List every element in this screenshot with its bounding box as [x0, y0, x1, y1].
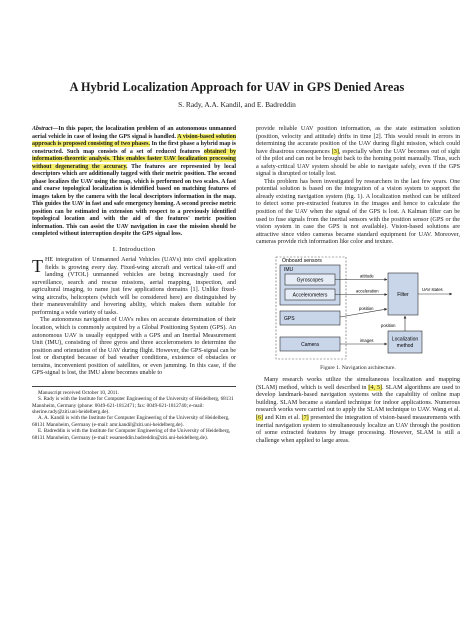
- intro-paragraph-1-text: HE integration of Unmanned Aerial Vehicles (UAVs) into civil application fields is growing every day. Fixed-wing aircraft and vertical take-off and landing (VTOL) unmanned vehicles are being increasingly used for surveillance, search and rescue missions, aerial mapping, inspection, and agricultural imaging, to name just few applications domains [1]. Unlike fixed-wing aircrafts, helicopters (which will be considered here) are distinguished by their maneuverability and hovering ability, which makes them suitable for performing a wide variety of tasks.: [32, 257, 236, 316]
- intro-paragraph-1: [32, 257, 236, 317]
- gps-label: GPS: [284, 315, 295, 322]
- right-paragraph-3: [256, 377, 460, 445]
- position-label-vision: position: [381, 322, 396, 328]
- images-label: images: [360, 337, 374, 343]
- abstract-lead: —In this paper, the localization problem of an autonomous unmanned aerial vehicle in case of losing the GPS signal is handled.: [32, 126, 236, 140]
- right-paragraph-3-text-d: presented the integration of vision-based measurements with inertial navigation system to simultaneously localize an UAV through the position of some extracted features by image processing. However, SLAM is still a challenge when applied to large areas.: [256, 415, 461, 444]
- drop-cap: T: [32, 256, 43, 277]
- right-paragraph-2: This problem has been investigated by researchers in the last few years. One potential solution is based on the integration of a vision system to support the already existing navigation system (fig. 1). A localization method can be utilized to detect some pre-extracted features in the images and hence to calculate the position of the UAV when the signal of the GPS is lost. A Kalman filter can be used to fuse signals from the inertial sensors with the position sensor (GPS or the vision system in case the GPS is not available). Vision-based solutions are attractive since video cameras became standard equipment for UAV. Moreover, cameras provide rich information like color and texture.: [256, 178, 460, 246]
- section-heading-introduction: I. Introduction: [112, 245, 156, 253]
- abstract-rest: The features are represented by local descriptors which are additionally tagged with their metric position. The second phase localizes the UAV using the map, which is performed on two scales. A fast and coarse topological localization is identified based on matching features of images taken by the camera with the local descriptors information in the map. This guides the UAV in fast and safe emergency homing. A second precise metric position can be estimated in extension with respect to a previously identified topological location and with the aid of the features' metric position information. This can assist the UAV navigation in case the mission should be completed without interruption despite the GPS signal loss.: [32, 163, 236, 237]
- footnote-badreddin: E. Badreddin is with the Institute for Computer Engineering of the University of Heidelberg, 68131 Mannheim, Germany (e-mail: essameddin.badreddin@ziti.uni-heidelberg.de).: [32, 428, 231, 441]
- right-paragraph-3-text-a: Many research works utilize the simultaneous localization and mapping (SLAM) method, which is well described in: [256, 377, 460, 391]
- citation-6: [6]: [256, 415, 264, 422]
- right-paragraph-1: [256, 126, 460, 179]
- right-paragraph-3-text-b: . SLAM algorithms are used to develop landmark-based navigation systems with the capability of online map building. SLAM became a standard technique for indoor applications. Numerous research works were carried out to apply the SLAM technique to UAV. Wang et al.: [256, 384, 460, 414]
- citation-3: [3]: [331, 148, 339, 155]
- camera-label: Camera: [301, 341, 319, 348]
- localization-label-line1: Localization: [391, 336, 419, 343]
- filter-label: Filter: [397, 291, 409, 298]
- citation-7: [7]: [301, 415, 309, 422]
- right-paragraph-1-text-b: , especially when the UAV becomes out of sight of the pilot and can not be brought back to the homing point manually. Thus, such a safety-critical UAV system should be able to navigate safely, even if the GPS signal is disrupted or totally lost.: [256, 148, 460, 178]
- navigation-architecture-figure: [256, 251, 460, 363]
- abstract-mid: In the first phase a hybrid map is constructed. Such map consists of a set of reduced features: [32, 141, 236, 155]
- paper-authors: S. Rady, A.A. Kandil, and E. Badreddin: [178, 100, 296, 109]
- footnote-received: Manuscript received October 10, 2011.: [38, 389, 120, 396]
- gyroscopes-label: Gyroscopes: [296, 277, 324, 284]
- right-column: [256, 126, 460, 445]
- intro-paragraph-2: The autonomous navigation of UAVs relies on accurate determination of their location, which is commonly acquired by a Global Positioning System (GPS). An autonomous UAV is usually equipped with a GPS and an Inertial Measurement Unit (IMU), consisting of three gyros and three accelerometers to determine the position and orientation of the UAV during flight. However, the GPS-signal can be lost or disrupted because of bad weather conditions, existence of obstacles or terrains, inconvenient position of satellites, or even jamming. In this case, if the GPS-signal is lost, the IMU alone becomes unable to: [32, 317, 236, 377]
- abstract-highlight-2: obtained by information-theoretic analysis. This enables faster UAV localization processing without degenerating the accuracy.: [32, 148, 236, 170]
- abstract: [32, 126, 236, 239]
- paper-title: A Hybrid Localization Approach for UAV in GPS Denied Areas: [69, 80, 405, 94]
- footnote-kandil: A. A. Kandil is with the Institute for Computer Engineering of the University of Heidelberg, 68131 Mannheim, Germany (e-mail: amr.kandil@ziti.uni-heidelberg.de).: [32, 415, 230, 428]
- imu-label: IMU: [284, 266, 294, 273]
- right-paragraph-1-text-a: provide reliable UAV position information, as the state estimation solution (position, velocity and attitude) drifts in time [2]. This would result in errors in determining the accurate position of the UAV during flight mission, which could have disastrous consequences: [256, 126, 460, 155]
- footnote-rady: S. Rady is with the Institute for Computer Engineering of the University of Heidelberg, 68131 Mannheim, Germany (phone: 0049-621-1812471; fax: 0049-621-1812740; e-mail: sherine.rady@ziti.uni-heidelberg.de).: [32, 396, 234, 416]
- onboard-sensors-label: Onboard sensors: [282, 257, 322, 264]
- acceleration-label: acceleration: [356, 288, 379, 294]
- abstract-highlight-1: A vision-based solution approach is proposed consisting of two phases.: [32, 133, 237, 147]
- figure-diagram: [256, 251, 460, 363]
- position-label-gps: position: [359, 305, 374, 311]
- figure-caption: Figure 1. Navigation architecture.: [320, 364, 396, 371]
- abstract-label: Abstract: [32, 126, 53, 132]
- right-paragraph-3-text-c: and Kim et al.: [263, 415, 302, 422]
- citation-4-5: [4, 5]: [368, 384, 383, 391]
- localization-label-line2: method: [396, 342, 414, 349]
- footnotes: [32, 386, 236, 441]
- attitude-label: attitude: [360, 273, 374, 279]
- accelerometers-label: Accelerometers: [292, 292, 328, 299]
- uav-states-label: UAV states: [422, 286, 443, 292]
- left-column: [32, 126, 236, 441]
